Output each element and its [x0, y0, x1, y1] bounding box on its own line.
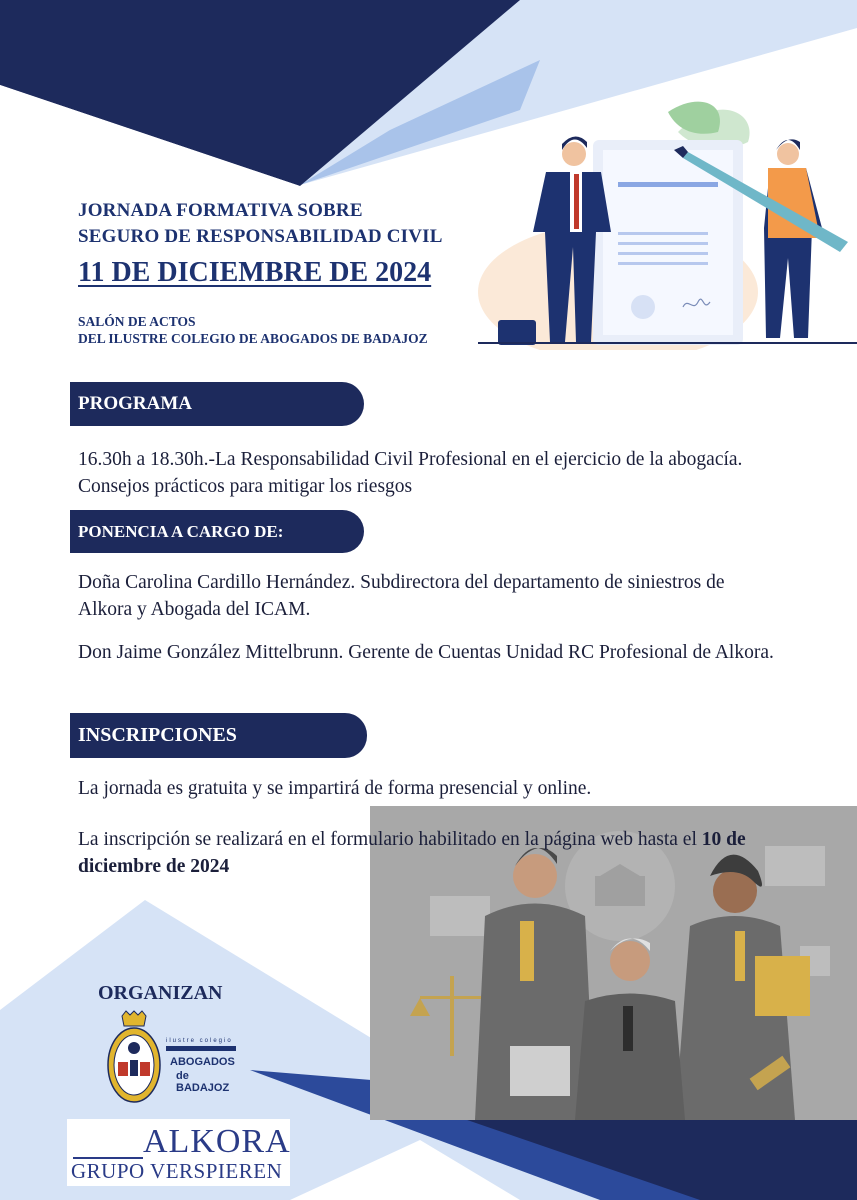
inscripciones-text-deadline [78, 826, 778, 880]
deadline-text: La inscripción se realizará en el formulario habilitado en la página web hasta el [78, 829, 702, 850]
alkora-name: ALKORA [143, 1123, 291, 1160]
event-title-line1: JORNADA FORMATIVA SOBRE [78, 200, 363, 221]
inscripciones-text-free: La jornada es gratuita y se impartirá de forma presencial y online. [78, 778, 592, 799]
colegio-abogados-logo [104, 1010, 244, 1106]
inscripciones-heading: INSCRIPCIONES [70, 713, 367, 758]
programa-text: 16.30h a 18.30h.-La Responsabilidad Civil Profesional en el ejercicio de la abogacía. Consejos prácticos para mitigar los riesgos [78, 449, 743, 497]
event-title-line2: SEGURO DE RESPONSABILIDAD CIVIL [78, 226, 443, 247]
colegio-crest-icon [104, 1010, 164, 1106]
event-title [78, 198, 548, 250]
event-date: 11 DE DICIEMBRE DE 2024 [78, 257, 432, 288]
speaker-1: Doña Carolina Cardillo Hernández. Subdirectora del departamento de siniestros de Alkora y Abogada del ICAM. [78, 572, 725, 620]
alkora-subtitle: GRUPO VERSPIEREN [71, 1159, 283, 1183]
organizers-heading: ORGANIZAN [98, 982, 223, 1004]
venue-line2: DEL ILUSTRE COLEGIO DE ABOGADOS DE BADAJOZ [78, 331, 428, 346]
event-venue [78, 313, 428, 347]
programa-heading: PROGRAMA [70, 382, 364, 426]
colegio-small-text: ilustre colegio [166, 1038, 233, 1044]
deadline-date: 10 de diciembre de 2024 [78, 829, 746, 877]
colegio-bar [166, 1046, 236, 1051]
speaker-2: Don Jaime González Mittelbrunn. Gerente de Cuentas Unidad RC Profesional de Alkora. [78, 642, 774, 663]
venue-line1: SALÓN DE ACTOS [78, 314, 196, 329]
alkora-logo [67, 1119, 290, 1186]
colegio-name-line1: ABOGADOS [170, 1056, 235, 1068]
colegio-name-line2: de BADAJOZ [176, 1070, 230, 1094]
ponencia-heading: PONENCIA A CARGO DE: [70, 510, 364, 553]
